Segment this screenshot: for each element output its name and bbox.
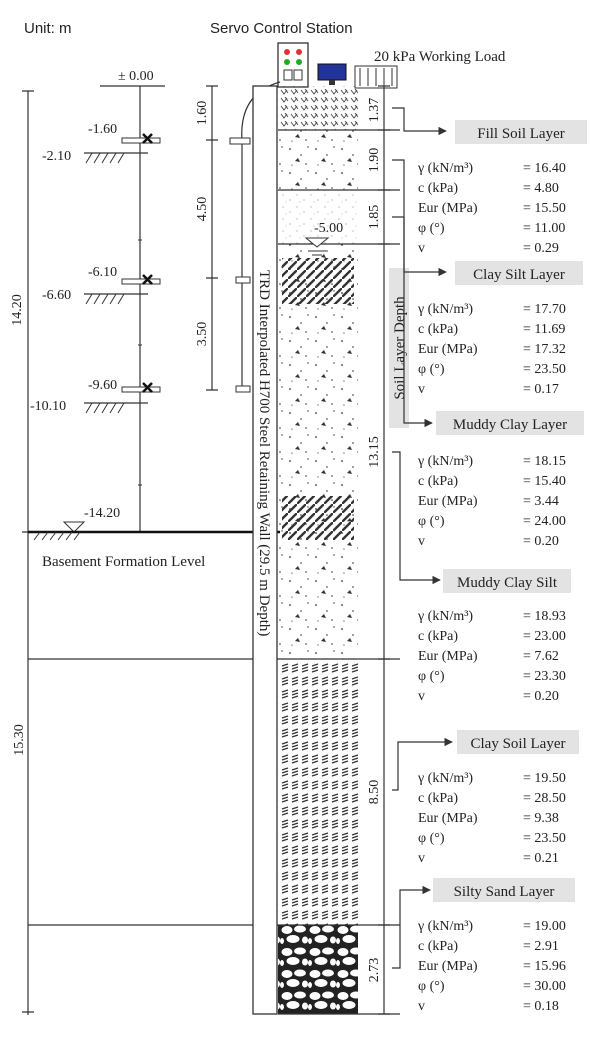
value-phi: = 23.50 <box>523 831 566 846</box>
value-c: = 2.91 <box>523 939 559 954</box>
water-table-label: -5.00 <box>314 221 344 236</box>
thickness-clay-silt: 1.90 <box>367 147 382 173</box>
param-label-gamma: γ (kN/m³) <box>418 302 474 317</box>
strut-level-1: -1.60 <box>88 122 118 137</box>
layer-name-5: Clay Soil Layer <box>470 736 566 752</box>
lower-depth-label: 15.30 <box>12 724 27 756</box>
value-phi: = 11.00 <box>523 221 566 236</box>
value-v: = 0.20 <box>523 689 559 704</box>
formation-label: Basement Formation Level <box>42 554 206 570</box>
layer-name-4: Muddy Clay Silt <box>456 575 558 591</box>
param-label-gamma: γ (kN/m³) <box>418 161 474 176</box>
layer-name-3: Muddy Clay Layer <box>452 417 568 433</box>
value-eur: = 3.44 <box>523 494 559 509</box>
excavation-depth-label: 14.20 <box>10 294 25 326</box>
value-eur: = 15.96 <box>523 959 566 974</box>
water-level-1: -2.10 <box>42 149 72 164</box>
param-label-c: c (kPa) <box>418 322 459 337</box>
param-label-gamma: γ (kN/m³) <box>418 454 474 469</box>
param-label-gamma: γ (kN/m³) <box>418 771 474 786</box>
value-gamma: = 18.15 <box>523 454 566 469</box>
value-gamma: = 17.70 <box>523 302 566 317</box>
value-v: = 0.20 <box>523 534 559 549</box>
param-label-eur: Eur (MPa) <box>418 201 478 216</box>
bottom-level-label: -14.20 <box>84 506 121 521</box>
value-gamma: = 19.00 <box>523 919 566 934</box>
layer-name-1: Fill Soil Layer <box>477 126 565 142</box>
value-gamma: = 18.93 <box>523 609 566 624</box>
strut-spacing-2: 4.50 <box>195 196 210 222</box>
param-label-c: c (kPa) <box>418 181 459 196</box>
water-level-2: -6.60 <box>42 288 72 303</box>
param-label-v: v <box>418 382 425 397</box>
value-eur: = 17.32 <box>523 342 566 357</box>
value-eur: = 15.50 <box>523 201 566 216</box>
param-label-gamma: γ (kN/m³) <box>418 609 474 624</box>
wall-label: TRD Interpolated H700 Steel Retaining Wall (29.5 m Depth) <box>256 270 272 637</box>
param-label-c: c (kPa) <box>418 939 459 954</box>
layer-name-6: Silty Sand Layer <box>453 884 555 900</box>
thickness-muddy-clay-silt: 13.15 <box>367 436 382 468</box>
value-v: = 0.18 <box>523 999 559 1014</box>
param-label-c: c (kPa) <box>418 791 459 806</box>
param-label-eur: Eur (MPa) <box>418 342 478 357</box>
strut-level-3: -9.60 <box>88 378 118 393</box>
param-label-eur: Eur (MPa) <box>418 811 478 826</box>
param-label-phi: φ (°) <box>418 979 445 994</box>
value-v: = 0.21 <box>523 851 559 866</box>
value-phi: = 30.00 <box>523 979 566 994</box>
station-label: Servo Control Station <box>210 20 353 37</box>
value-eur: = 7.62 <box>523 649 559 664</box>
value-c: = 11.69 <box>523 322 566 337</box>
ground-level-label: ± 0.00 <box>118 69 154 84</box>
param-label-eur: Eur (MPa) <box>418 649 478 664</box>
param-label-v: v <box>418 999 425 1014</box>
value-gamma: = 16.40 <box>523 161 566 176</box>
thickness-silty-sand: 2.73 <box>367 957 382 983</box>
param-label-eur: Eur (MPa) <box>418 494 478 509</box>
param-label-phi: φ (°) <box>418 362 445 377</box>
strut-spacing-3: 3.50 <box>195 321 210 347</box>
param-label-v: v <box>418 851 425 866</box>
value-eur: = 9.38 <box>523 811 559 826</box>
value-phi: = 23.50 <box>523 362 566 377</box>
param-label-v: v <box>418 534 425 549</box>
value-phi: = 23.30 <box>523 669 566 684</box>
param-label-v: v <box>418 689 425 704</box>
load-label: 20 kPa Working Load <box>374 49 506 65</box>
water-level-3: -10.10 <box>30 399 67 414</box>
value-c: = 23.00 <box>523 629 566 644</box>
strut-spacing-1: 1.60 <box>195 100 210 126</box>
value-c: = 4.80 <box>523 181 559 196</box>
soil-depth-label: Soil Layer Depth <box>392 296 408 400</box>
layer-props-3 <box>417 454 566 549</box>
layer-props-2 <box>417 302 566 397</box>
unit-label: Unit: m <box>24 20 72 37</box>
param-label-gamma: γ (kN/m³) <box>418 919 474 934</box>
param-label-phi: φ (°) <box>418 831 445 846</box>
param-label-phi: φ (°) <box>418 221 445 236</box>
layer-props-6 <box>417 919 566 1014</box>
value-v: = 0.17 <box>523 382 559 397</box>
layer-props-1 <box>417 161 566 256</box>
param-label-c: c (kPa) <box>418 629 459 644</box>
layer-name-2: Clay Silt Layer <box>473 267 565 283</box>
thickness-clay-soil: 8.50 <box>367 779 382 805</box>
value-v: = 0.29 <box>523 241 559 256</box>
layer-props-5 <box>417 771 566 866</box>
thickness-muddy-clay: 1.85 <box>367 204 382 230</box>
value-phi: = 24.00 <box>523 514 566 529</box>
strut-level-2: -6.10 <box>88 265 118 280</box>
value-c: = 28.50 <box>523 791 566 806</box>
value-gamma: = 19.50 <box>523 771 566 786</box>
layer-props-4 <box>417 609 566 704</box>
thickness-fill-soil: 1.37 <box>367 97 382 123</box>
param-label-v: v <box>418 241 425 256</box>
value-c: = 15.40 <box>523 474 566 489</box>
param-label-eur: Eur (MPa) <box>418 959 478 974</box>
param-label-phi: φ (°) <box>418 669 445 684</box>
param-label-phi: φ (°) <box>418 514 445 529</box>
param-label-c: c (kPa) <box>418 474 459 489</box>
